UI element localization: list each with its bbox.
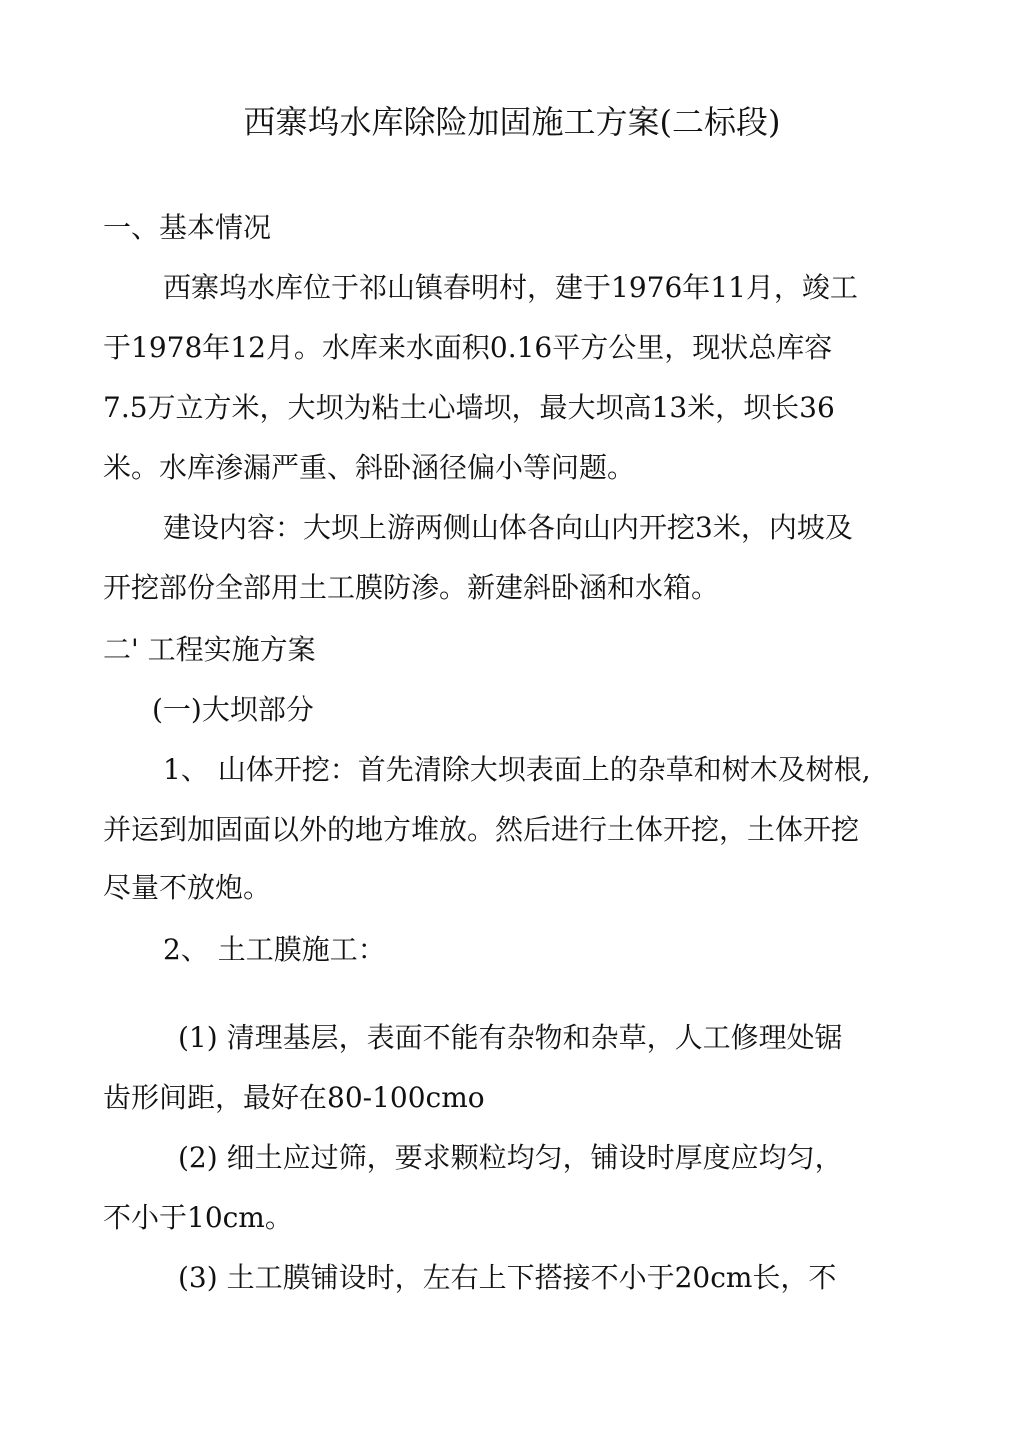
list-item-heading-geomembrane: 2、 土工膜施工： xyxy=(163,933,386,966)
list-item-line: 并运到加固面以外的地方堆放。然后进行土体开挖，土体开挖 xyxy=(103,813,860,846)
sub-item-line: (2) 细土应过筛，要求颗粒均匀，铺设时厚度应均匀， xyxy=(178,1141,843,1174)
paragraph-line: 7.5万立方米，大坝为粘土心墙坝，最大坝高13米，坝长36 xyxy=(103,391,835,424)
paragraph-line: 西寨坞水库位于祁山镇春明村，建于1976年11月，竣工 xyxy=(163,271,858,304)
section-heading-plan: 二' 工程实施方案 xyxy=(103,633,316,666)
list-item-line: 尽量不放炮。 xyxy=(103,871,272,904)
sub-item-line: 齿形间距，最好在80-100cmo xyxy=(103,1081,485,1114)
paragraph-line: 于1978年12月。水库来水面积0.16平方公里，现状总库容 xyxy=(103,331,833,364)
paragraph-line: 建设内容：大坝上游两侧山体各向山内开挖3米，内坡及 xyxy=(163,511,853,544)
paragraph-line: 开挖部份全部用土工膜防渗。新建斜卧涵和水箱。 xyxy=(103,571,720,604)
document-title: 西寨坞水库除险加固施工方案(二标段) xyxy=(243,103,781,141)
subsection-heading-dam: (一)大坝部分 xyxy=(152,693,314,726)
sub-item-line: (3) 土工膜铺设时，左右上下搭接不小于20cm长，不 xyxy=(178,1261,837,1294)
sub-item-line: (1) 清理基层，表面不能有杂物和杂草，人工修理处锯 xyxy=(178,1021,843,1054)
section-heading-basic: 一、基本情况 xyxy=(103,211,272,244)
list-item-line: 1、 山体开挖：首先清除大坝表面上的杂草和树木及树根, xyxy=(163,753,871,786)
paragraph-line: 米。水库渗漏严重、斜卧涵径偏小等问题。 xyxy=(103,451,636,484)
sub-item-line: 不小于10cm。 xyxy=(103,1201,293,1234)
